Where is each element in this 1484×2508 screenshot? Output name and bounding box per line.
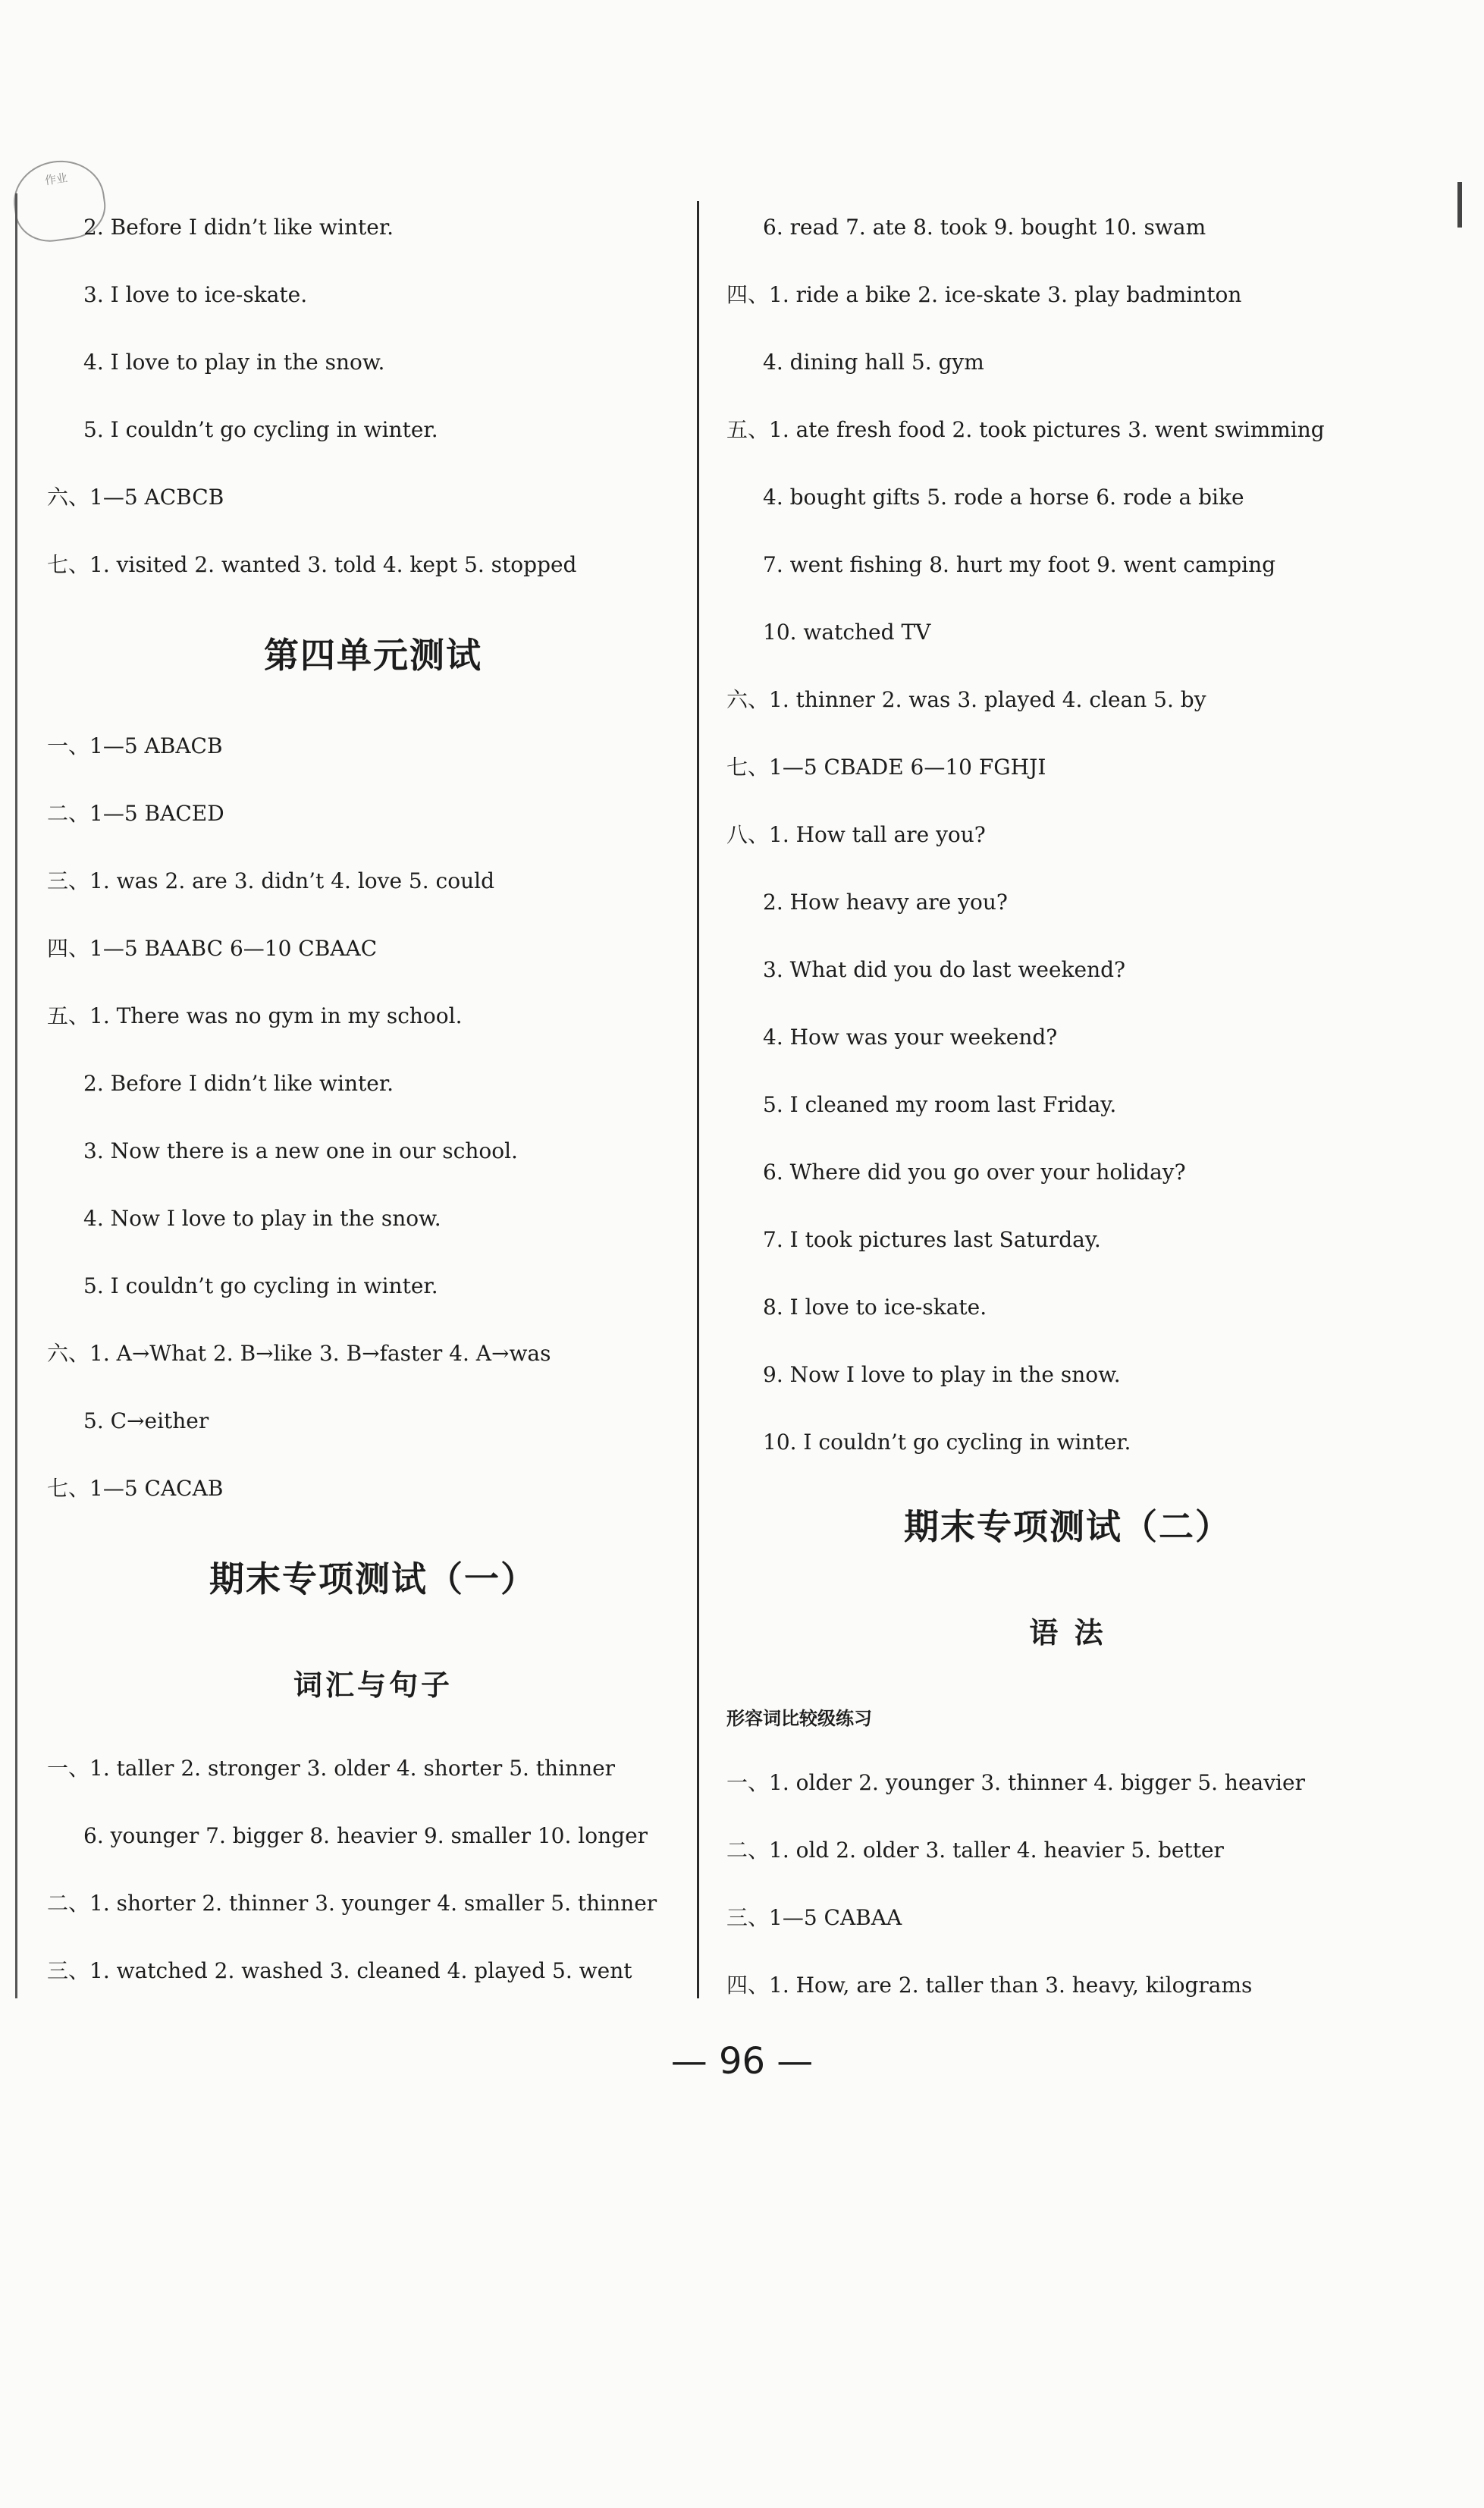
answer-line: 6. read 7. ate 8. took 9. bought 10. swam [763, 215, 1206, 240]
answer-line: 五、1. There was no gym in my school. [47, 1003, 463, 1028]
answer-line: 2. Before I didn’t like winter. [83, 215, 394, 240]
answer-line: 四、1. ride a bike 2. ice-skate 3. play badminton [726, 282, 1242, 307]
answer-line: 三、1. was 2. are 3. didn’t 4. love 5. could [47, 868, 494, 893]
homework-stamp: 作业 [8, 155, 109, 246]
answer-line: 10. I couldn’t go cycling in winter. [763, 1430, 1131, 1455]
final-test-2-title: 期末专项测试（二） [904, 1506, 1231, 1547]
answer-line: 4. How was your weekend? [763, 1025, 1058, 1050]
answer-line: 2. Before I didn’t like winter. [83, 1071, 394, 1096]
answer-line: 4. dining hall 5. gym [763, 350, 984, 375]
final-test-1-title: 期末专项测试（一） [209, 1558, 537, 1599]
answer-line: 7. I took pictures last Saturday. [763, 1227, 1101, 1252]
answer-line: 四、1. How, are 2. taller than 3. heavy, kilograms [726, 1973, 1253, 1998]
edge-mark [1457, 182, 1462, 228]
answer-line: 3. What did you do last weekend? [763, 957, 1126, 982]
answer-line: 一、1. taller 2. stronger 3. older 4. shorter 5. thinner [47, 1756, 616, 1781]
vocab-section-title: 词汇与句子 [293, 1668, 453, 1702]
answer-line: 2. How heavy are you? [763, 890, 1008, 915]
answer-line: 七、1. visited 2. wanted 3. told 4. kept 5. stopped [47, 552, 577, 577]
answer-line: 4. Now I love to play in the snow. [83, 1206, 441, 1231]
answer-line: 5. C→either [83, 1408, 209, 1433]
answer-line: 6. younger 7. bigger 8. heavier 9. smaller 10. longer [83, 1823, 648, 1848]
answer-line: 七、1—5 CACAB [47, 1476, 224, 1501]
answer-line: 二、1—5 BACED [47, 801, 224, 826]
answer-line: 四、1—5 BAABC 6—10 CBAAC [47, 936, 378, 961]
answer-line: 八、1. How tall are you? [726, 822, 986, 847]
answer-line: 5. I cleaned my room last Friday. [763, 1092, 1117, 1117]
answer-line: 3. I love to ice-skate. [83, 282, 308, 307]
left-margin-rule [15, 193, 17, 1998]
answer-line: 8. I love to ice-skate. [763, 1295, 987, 1320]
answer-line: 七、1—5 CBADE 6—10 FGHJI [726, 755, 1046, 780]
answer-line: 5. I couldn’t go cycling in winter. [83, 417, 438, 442]
answer-line: 一、1—5 ABACB [47, 733, 223, 758]
answer-line: 三、1—5 CABAA [726, 1905, 902, 1930]
grammar-section-title: 语 法 [1029, 1616, 1106, 1650]
answer-line: 一、1. older 2. younger 3. thinner 4. bigger 5. heavier [726, 1770, 1305, 1795]
answer-line: 五、1. ate fresh food 2. took pictures 3. went swimming [726, 417, 1325, 442]
answer-line: 5. I couldn’t go cycling in winter. [83, 1273, 438, 1298]
answer-line: 3. Now there is a new one in our school. [83, 1138, 518, 1163]
answer-line: 7. went fishing 8. hurt my foot 9. went camping [763, 552, 1276, 577]
answer-line: 4. bought gifts 5. rode a horse 6. rode a bike [763, 485, 1244, 510]
page-number: — 96 — [670, 2040, 814, 2083]
right-column [726, 193, 1409, 2019]
answer-line: 9. Now I love to play in the snow. [763, 1362, 1121, 1387]
comparative-subsection-title: 形容词比较级练习 [726, 1708, 872, 1729]
answer-line: 三、1. watched 2. washed 3. cleaned 4. played 5. went [47, 1958, 632, 1983]
unit4-test-title: 第四单元测试 [264, 635, 482, 676]
answer-line: 6. Where did you go over your holiday? [763, 1160, 1186, 1185]
left-column [47, 193, 699, 2004]
answer-line: 二、1. old 2. older 3. taller 4. heavier 5. better [726, 1838, 1224, 1863]
answer-line: 六、1. thinner 2. was 3. played 4. clean 5. by [726, 687, 1206, 712]
answer-line: 二、1. shorter 2. thinner 3. younger 4. smaller 5. thinner [47, 1891, 657, 1916]
answer-line: 4. I love to play in the snow. [83, 350, 385, 375]
answer-line: 六、1. A→What 2. B→like 3. B→faster 4. A→was [47, 1341, 551, 1366]
answer-line: 六、1—5 ACBCB [47, 485, 224, 510]
answer-line: 10. watched TV [763, 620, 931, 645]
